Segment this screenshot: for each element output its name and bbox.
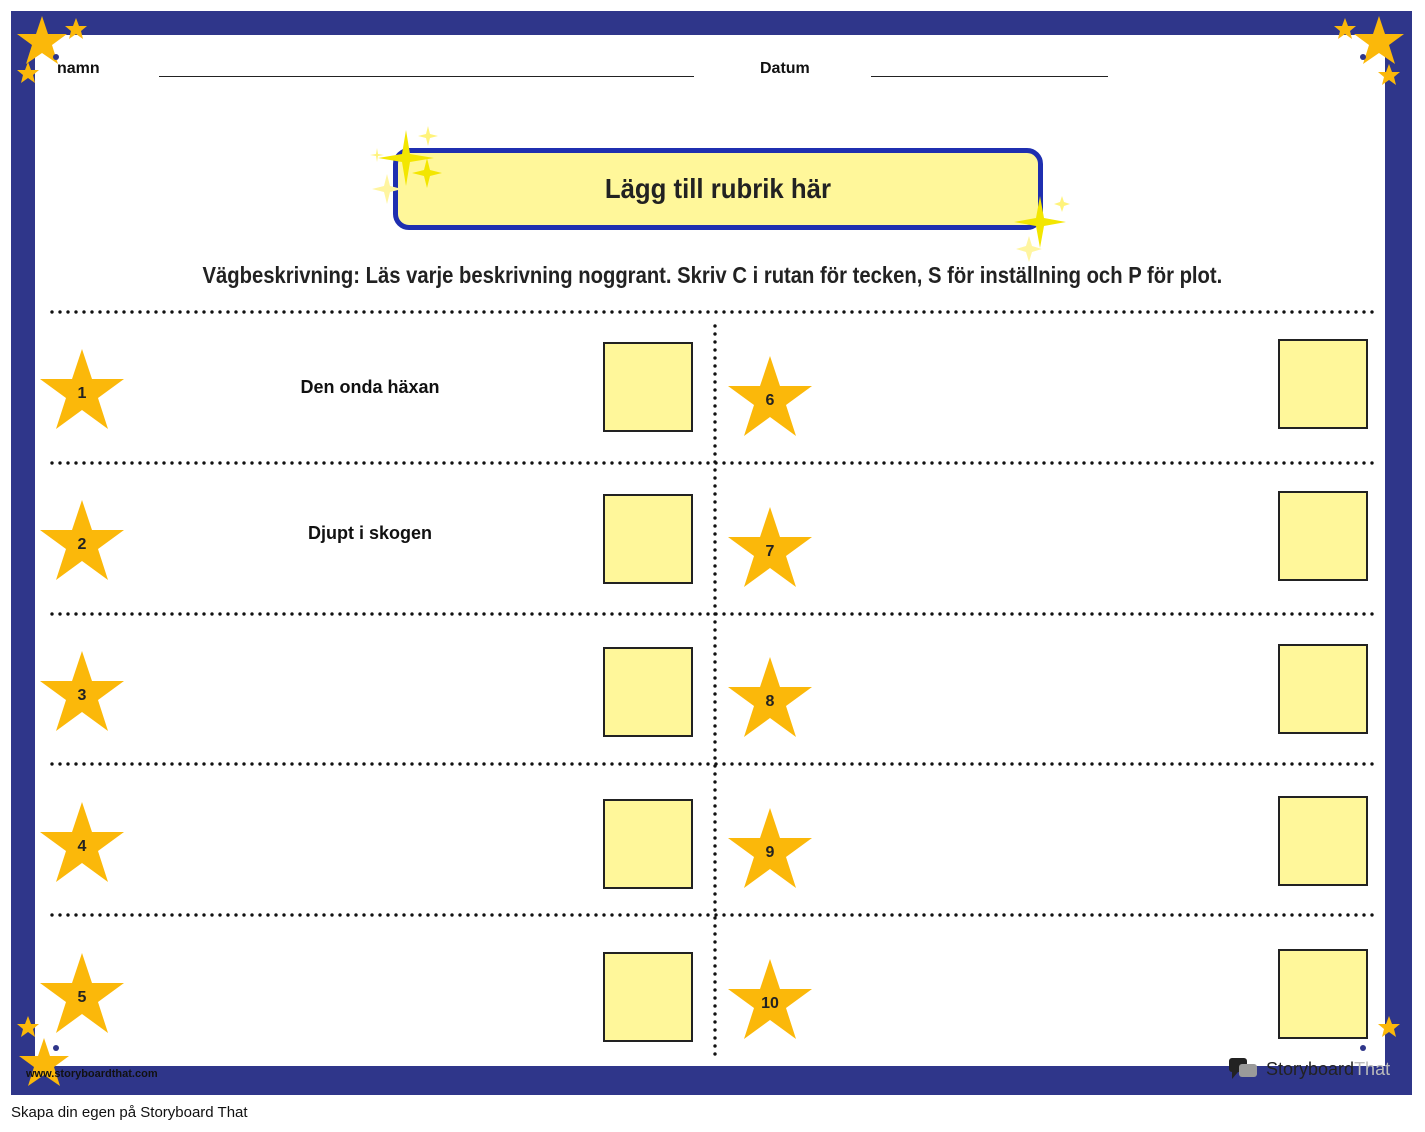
instructions-text: i rutan för tecken, bbox=[747, 262, 929, 288]
answer-box-3[interactable] bbox=[603, 647, 693, 737]
answer-box-4[interactable] bbox=[603, 799, 693, 889]
item-number: 2 bbox=[77, 536, 87, 553]
item-number: 3 bbox=[77, 687, 87, 704]
star-number-10 bbox=[728, 959, 812, 1041]
star-number-6 bbox=[728, 356, 812, 438]
date-label: Datum bbox=[760, 60, 810, 77]
sparkle-icon bbox=[366, 118, 448, 210]
title-box[interactable] bbox=[393, 148, 1043, 230]
star-number-9 bbox=[728, 808, 812, 890]
star-number-4 bbox=[40, 802, 124, 884]
instructions-text: för inställning och bbox=[941, 262, 1129, 288]
item-number: 8 bbox=[765, 693, 775, 710]
item-description: Djupt i skogen bbox=[307, 523, 432, 543]
item-number: 5 bbox=[77, 989, 87, 1006]
letter-c: C bbox=[732, 262, 748, 288]
row-divider bbox=[48, 612, 1376, 616]
date-line[interactable] bbox=[871, 76, 1108, 77]
item-number: 6 bbox=[765, 392, 775, 409]
logo-text-that: That bbox=[1354, 1058, 1391, 1079]
row-divider bbox=[48, 913, 1376, 917]
name-label: namn bbox=[57, 60, 100, 77]
star-number-1 bbox=[40, 349, 124, 431]
answer-box-7[interactable] bbox=[1278, 491, 1368, 581]
storyboard-that-logo[interactable] bbox=[1228, 1056, 1390, 1082]
logo-text-storyboard: Storyboard bbox=[1266, 1058, 1355, 1079]
letter-s: S bbox=[928, 262, 942, 288]
star-number-8 bbox=[728, 657, 812, 739]
item-number: 10 bbox=[761, 995, 779, 1012]
answer-box-5[interactable] bbox=[603, 952, 693, 1042]
instructions-text: Vägbeskrivning: Läs varje beskrivning noggrant. Skriv bbox=[202, 262, 733, 288]
item-number: 1 bbox=[77, 385, 87, 402]
item-description: Den onda häxan bbox=[300, 377, 440, 397]
answer-box-6[interactable] bbox=[1278, 339, 1368, 429]
item-number: 9 bbox=[765, 844, 775, 861]
answer-box-9[interactable] bbox=[1278, 796, 1368, 886]
star-number-2 bbox=[40, 500, 124, 582]
corner-stars-top-left bbox=[14, 14, 94, 94]
name-line[interactable] bbox=[159, 76, 694, 77]
star-number-7 bbox=[728, 507, 812, 589]
instructions-text: för plot. bbox=[1141, 262, 1223, 288]
letter-p: P bbox=[1128, 262, 1142, 288]
item-number: 7 bbox=[765, 543, 775, 560]
sparkle-icon bbox=[1004, 192, 1074, 266]
star-number-3 bbox=[40, 651, 124, 733]
star-number-5 bbox=[40, 953, 124, 1035]
row-divider bbox=[48, 310, 1376, 314]
corner-stars-top-right bbox=[1331, 14, 1411, 94]
answer-box-2[interactable] bbox=[603, 494, 693, 584]
website-url[interactable]: www.storyboardthat.com bbox=[26, 1068, 158, 1080]
item-number: 4 bbox=[77, 838, 87, 855]
answer-box-8[interactable] bbox=[1278, 644, 1368, 734]
row-divider bbox=[48, 461, 1376, 465]
speech-bubble-icon bbox=[1228, 1057, 1258, 1081]
row-divider bbox=[48, 762, 1376, 766]
instructions bbox=[60, 262, 1365, 289]
credit-link[interactable]: Skapa din egen på Storyboard That bbox=[11, 1104, 248, 1121]
column-divider bbox=[713, 322, 717, 1060]
answer-box-1[interactable] bbox=[603, 342, 693, 432]
answer-box-10[interactable] bbox=[1278, 949, 1368, 1039]
page-title: Lägg till rubrik här bbox=[604, 173, 832, 204]
